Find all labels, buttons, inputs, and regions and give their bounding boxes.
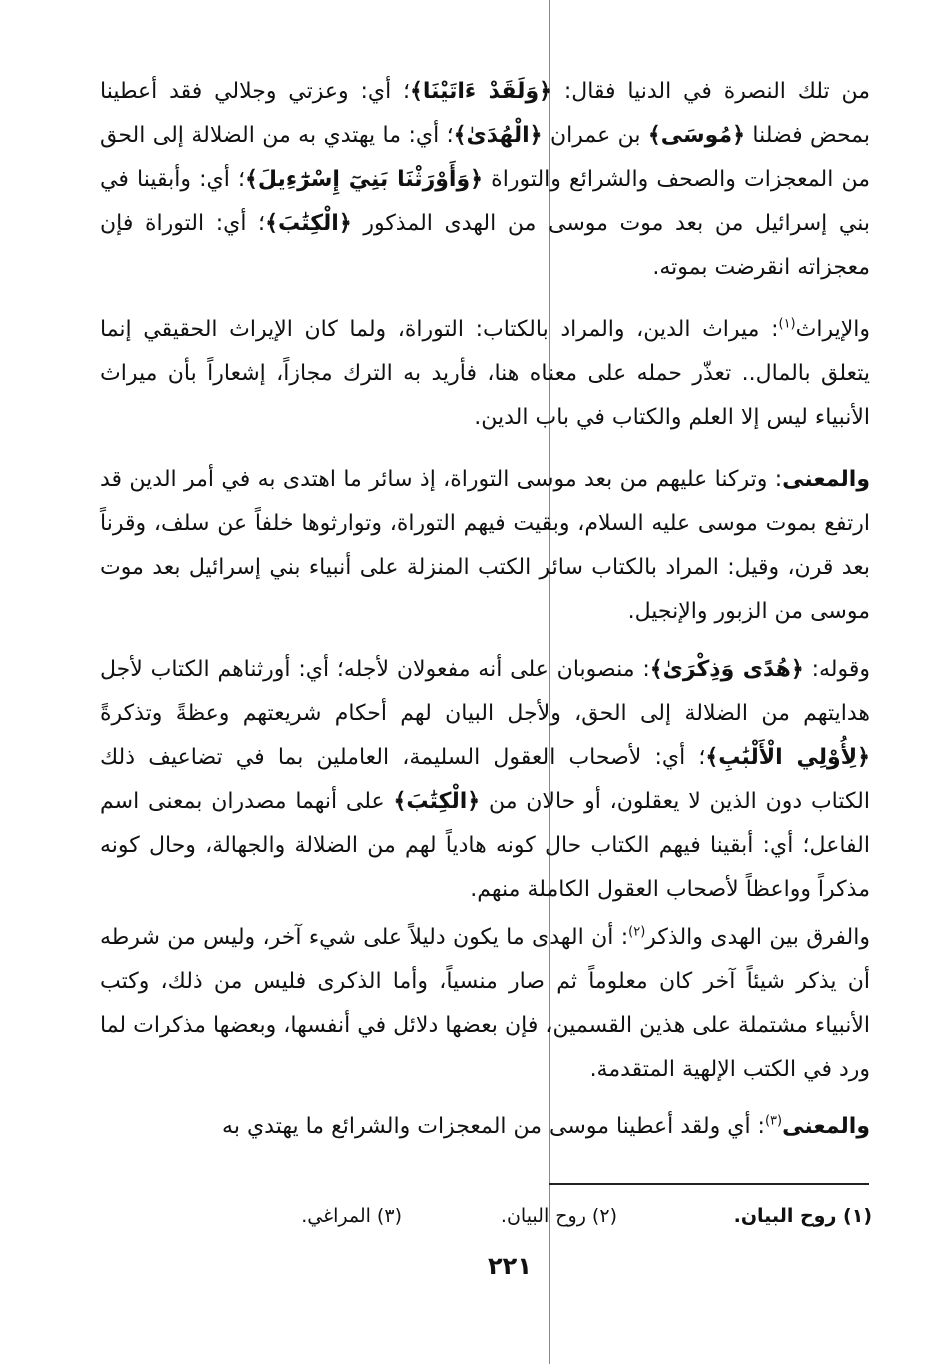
paragraph-1-text-b: ؛ أي: وعزتي وجلالي فقد أعطينا بمحض فضلنا bbox=[100, 79, 870, 148]
quran-quote: ﴿مُوسَى﴾ bbox=[647, 123, 745, 148]
paragraph-4-text-b: : منصوبان على أنه مفعولان لأجله؛ أي: أورثناهم الكتاب لأجل هدايتهم من الضلالة إلى الحق، ولأجل البيان لهم أحكام شريعتهم وعظةً وتذكرةً bbox=[100, 657, 870, 726]
paragraph-1-text-e: ؛ أي: وأبقينا في بني إسرائيل من بعد موت موسى من الهدى المذكور bbox=[100, 167, 870, 236]
footnote-ref-1: (١) bbox=[778, 316, 796, 332]
paragraph-3-text: : وتركنا عليهم من بعد موسى التوراة، إذ سائر ما اهتدى به في أمر الدين قد ارتفع بموت موسى عليه السلام، وبقيت فيهم التوراة، وتوارثوها خلفاً عن سلف، وقرناً بعد قرن، وقيل: المراد بالكتاب سائر الكتب المنزلة على أنبياء بني إسرائيل بعد موت موسى من الزبور والإنجيل. bbox=[100, 467, 870, 624]
paragraph-6 bbox=[100, 1105, 870, 1149]
paragraph-5-text-b: : أن الهدى ما يكون دليلاً على شيء آخر، وليس من شرطه أن يذكر شيئاً آخر كان معلوماً ثم صار منسياً، وأما الذكرى فليس من ذلك، وكتب الأنبياء مشتملة على هذين القسمين، فإن بعضها دلائل في أنفسها، وبعضها مذكرات لما ورد في الكتب الإلهية المتقدمة. bbox=[100, 925, 870, 1082]
footnote-1: (١) روح البيان. bbox=[733, 1205, 872, 1227]
quran-quote: ﴿هُدًى وَذِكْرَىٰ﴾ bbox=[649, 657, 804, 682]
paragraph-2-text-b: : ميراث الدين، والمراد بالكتاب: التوراة، ولما كان الإيراث الحقيقي إنما يتعلق بالمال.. تعذّر حمله على معناه هنا، فأريد به الترك مجازاً، إشعاراً بأن ميراث الأنبياء ليس إلا العلم والكتاب في باب الدين. bbox=[100, 317, 870, 430]
paragraph-5-text-a: والفرق بين الهدى والذكر bbox=[645, 925, 870, 950]
quran-quote: ﴿وَأَوْرَثْنَا بَنِيٓ إِسْرَٰٓءِيلَ﴾ bbox=[245, 167, 484, 192]
quran-quote: ﴿لِأُوْلِي الْأَلْبَٰبِ﴾ bbox=[705, 745, 871, 770]
quran-quote: ﴿الْكِتَٰبَ﴾ bbox=[265, 211, 352, 236]
paragraph-6-lead: والمعنى bbox=[782, 1114, 870, 1139]
quran-quote: ﴿وَلَقَدْ ءَاتَيْنَا﴾ bbox=[410, 79, 553, 104]
paragraph-2-text-a: والإيراث bbox=[795, 317, 870, 342]
paragraph-6-text: : أي ولقد أعطينا موسى من المعجزات والشرائع ما يهتدي به bbox=[222, 1114, 765, 1139]
paragraph-1 bbox=[100, 70, 870, 290]
paragraph-4-text-d: على أنهما مصدران بمعنى اسم الفاعل؛ أي: أبقينا فيهم الكتاب حال كونه هادياً لهم من الضلالة والجهالة، وحال كونه مذكراً وواعظاً لأصحاب العقول الكاملة منهم. bbox=[100, 789, 870, 902]
paragraph-4 bbox=[100, 648, 870, 912]
paragraph-1-text-a: من تلك النصرة في الدنيا فقال: bbox=[552, 79, 870, 104]
paragraph-3-lead: والمعنى bbox=[782, 467, 870, 492]
paragraph-1-text-f: ؛ أي: التوراة فإن معجزاته انقرضت بموته. bbox=[100, 211, 870, 280]
quran-quote: ﴿الْهُدَىٰ﴾ bbox=[453, 123, 543, 148]
page-number: ٢٢١ bbox=[488, 1252, 532, 1280]
footnotes bbox=[200, 1198, 872, 1234]
footnote-separator bbox=[549, 1183, 869, 1185]
quran-quote: ﴿الْكِتَٰبَ﴾ bbox=[393, 789, 481, 814]
footnote-ref-3: (٣) bbox=[764, 1113, 783, 1129]
paragraph-1-text-c: بن عمران bbox=[542, 123, 648, 148]
footnote-2: (٢) روح البيان. bbox=[500, 1205, 617, 1227]
footnote-ref-2: (٢) bbox=[628, 924, 646, 940]
paragraph-2 bbox=[100, 308, 870, 440]
paragraph-4-text-a: وقوله: bbox=[803, 657, 870, 682]
paragraph-3 bbox=[100, 458, 870, 634]
paragraph-1-text-d: ؛ أي: ما يهتدي به من الضلالة إلى الحق من المعجزات والصحف والشرائع والتوراة bbox=[100, 123, 870, 192]
paragraph-4-text-c: ؛ أي: لأصحاب العقول السليمة، العاملين بما في تضاعيف ذلك الكتاب دون الذين لا يعقلون، أو حالان من bbox=[100, 745, 870, 814]
footnote-3: (٣) المراغي. bbox=[301, 1205, 402, 1227]
paragraph-5 bbox=[100, 916, 870, 1092]
